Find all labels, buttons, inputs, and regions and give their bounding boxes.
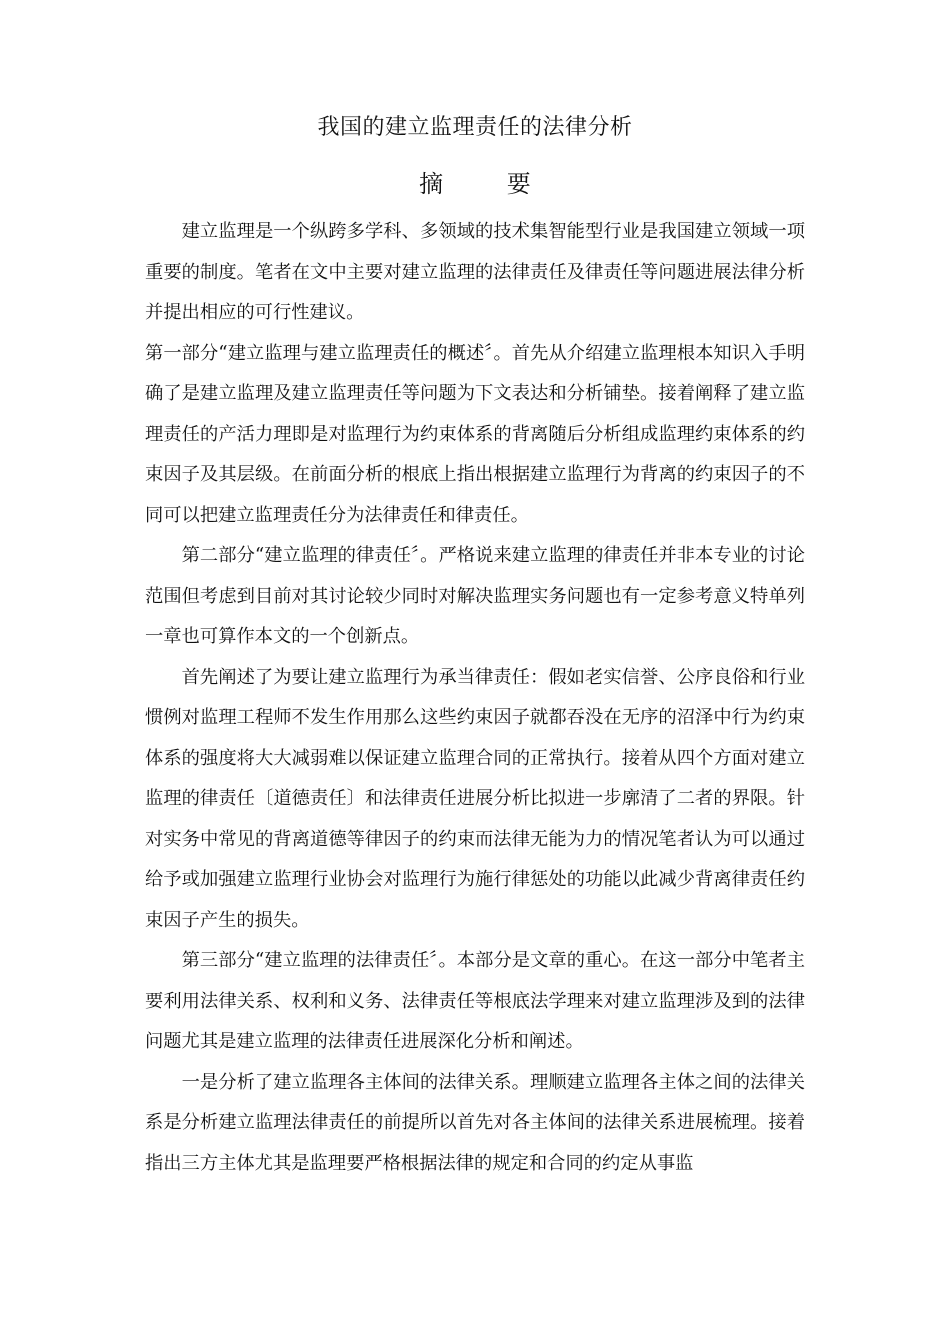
paragraph-part-one: 第一部分“建立监理与建立监理责任的概述〞。首先从介绍建立监理根本知识入手明确了是建立监理及建立监理责任等问题为下文表达和分析铺垫。接着阐释了建立监理责任的产活力理即是对监理行为约束体系的背离随后分析组成监理约束体系的约束因子及其层级。在前面分析的根底上指出根据建立监理行为背离的约束因子的不同可以把建立监理责任分为法律责任和律责任。 xyxy=(145,342,805,526)
paragraph-part-three-detail: 一是分析了建立监理各主体间的法律关系。理顺建立监理各主体之间的法律关系是分析建立监理法律责任的前提所以首先对各主体间的法律关系进展梳理。接着指出三方主体尤其是监理要严格根据法律的规定和合同的约定从事监 xyxy=(145,1071,805,1174)
paragraph-part-three: 第三部分“建立监理的法律责任〞。本部分是文章的重心。在这一部分中笔者主要利用法律关系、权利和义务、法律责任等根底法学理来对建立监理涉及到的法律问题尤其是建立监理的法律责任进展深化分析和阐述。 xyxy=(145,950,805,1052)
paragraph-part-two: 第二部分“建立监理的律责任〞。严格说来建立监理的律责任并非本专业的讨论范围但考虑到目前对其讨论较少同时对解决监理实务问题也有一定参考意义特单列一章也可算作本文的一个创新点。 xyxy=(145,545,805,647)
abstract-heading: 摘 要 xyxy=(419,170,559,198)
document-page xyxy=(145,108,805,1184)
document-title: 我国的建立监理责任的法律分析 xyxy=(317,115,633,140)
paragraph-intro: 建立监理是一个纵跨多学科、多领域的技术集智能型行业是我国建立领域一项重要的制度。笔者在文中主要对建立监理的法律责任及律责任等问题进展法律分析并提出相应的可行性建议。 xyxy=(145,221,805,323)
paragraph-part-two-detail: 首先阐述了为要让建立监理行为承当律责任：假如老实信誉、公序良俗和行业惯例对监理工程师不发生作用那么这些约束因子就都吞没在无序的沼泽中行为约束体系的强度将大大减弱难以保证建立监理合同的正常执行。接着从四个方面对建立监理的律责任〔道德责任〕和法律责任进展分析比拟进一步廓清了二者的界限。针对实务中常见的背离道德等律因子的约束而法律无能为力的情况笔者认为可以通过给予或加强建立监理行业协会对监理行为施行律惩处的功能以此减少背离律责任约束因子产生的损失。 xyxy=(145,666,805,931)
